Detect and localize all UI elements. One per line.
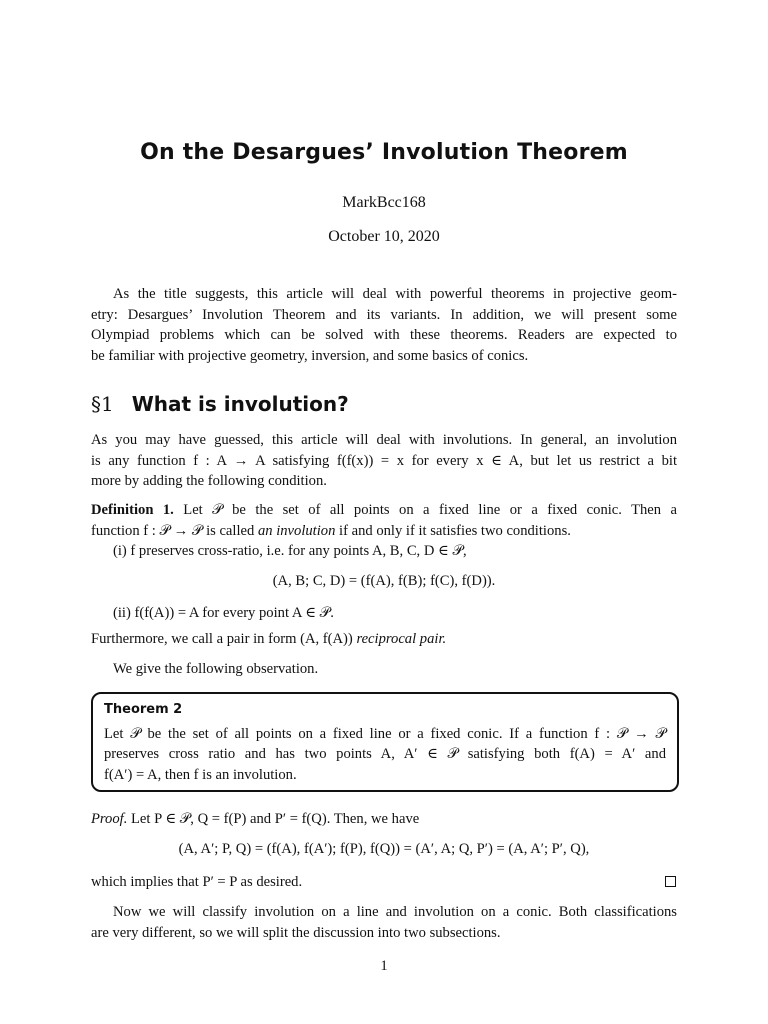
intro-line-3: more by adding the following condition. bbox=[91, 473, 327, 489]
proof-label: Proof. bbox=[91, 811, 128, 827]
paper-date: October 10, 2020 bbox=[328, 228, 440, 245]
definition-item-1: (i) f preserves cross-ratio, i.e. for any points A, B, C, D ∈ 𝒫, bbox=[113, 543, 467, 559]
observation-paragraph bbox=[91, 659, 677, 680]
abstract-line-2: etry: Desargues’ Involution Theorem and its variants. In addition, we will present some bbox=[91, 306, 677, 323]
definition-item-2-block bbox=[91, 603, 677, 624]
intro-line-1: As you may have guessed, this article will deal with involutions. In general, an involution bbox=[91, 432, 677, 448]
theorem-line-3: f(A′) = A, then f is an involution. bbox=[104, 766, 297, 783]
section-number: §1 bbox=[91, 392, 114, 416]
abstract-line-3: Olympiad problems which can be solved with these theorems. Readers are expected to bbox=[91, 327, 677, 343]
section-heading bbox=[91, 392, 349, 416]
theorem-title: Theorem 2 bbox=[104, 702, 183, 717]
closing-paragraph bbox=[91, 902, 677, 943]
closing-line-2: are very different, so we will split the discussion into two subsections. bbox=[91, 924, 501, 941]
proof-equation: (A, A′; P, Q) = (f(A), f(A′); f(P), f(Q)) = (A′, A; Q, P′) = (A, A′; P′, Q), bbox=[178, 841, 590, 857]
furthermore-emphasis: reciprocal pair. bbox=[356, 631, 447, 647]
furthermore-text: Furthermore, we call a pair in form (A, f(A)) bbox=[91, 631, 357, 647]
proof-text-1: Let P ∈ 𝒫, Q = f(P) and P′ = f(Q). Then, we have bbox=[131, 811, 420, 827]
theorem-line-1: Let 𝒫 be the set of all points on a fixed line or a fixed conic. If a function f : 𝒫 → 𝒫 bbox=[104, 725, 666, 742]
closing-line-1: Now we will classify involution on a line and involution on a conic. Both classifications bbox=[113, 904, 677, 920]
observation-text: We give the following observation. bbox=[113, 661, 319, 677]
intro-line-2: is any function f : A → A satisfying f(f(x)) = x for every x ∈ A, but let us restrict a bit bbox=[91, 452, 677, 469]
definition-line-1 bbox=[91, 500, 677, 521]
section-title: What is involution? bbox=[131, 392, 349, 416]
author-name: MarkBcc168 bbox=[342, 194, 426, 211]
definition-text-1: Let 𝒫 be the set of all points on a fixed line or a fixed conic. Then a bbox=[183, 502, 677, 518]
furthermore-paragraph bbox=[91, 629, 677, 650]
definition-item-2: (ii) f(f(A)) = A for every point A ∈ 𝒫. bbox=[113, 605, 334, 621]
proof-text-2: which implies that P′ = P as desired. bbox=[91, 874, 303, 890]
cross-ratio-equation: (A, B; C, D) = (f(A), f(B); f(C), f(D)). bbox=[272, 573, 496, 589]
page-number: 1 bbox=[380, 958, 388, 974]
definition-emphasis: an involution bbox=[257, 522, 336, 539]
abstract-line-1: As the title suggests, this article will deal with powerful theorems in projective geom- bbox=[113, 286, 677, 302]
abstract-paragraph bbox=[91, 284, 677, 366]
theorem-box bbox=[91, 692, 679, 792]
definition-text-2-post: if and only if it satisfies two conditions. bbox=[335, 522, 571, 539]
proof-conclusion bbox=[91, 872, 677, 893]
definition-line-2 bbox=[91, 521, 677, 542]
theorem-line-2: preserves cross ratio and has two points A, A′ ∈ 𝒫 satisfying both f(A) = A′ and bbox=[104, 746, 666, 762]
definition-block bbox=[91, 500, 677, 562]
abstract-line-4: be familiar with projective geometry, inversion, and some basics of conics. bbox=[91, 347, 529, 364]
definition-text-2-pre: function f : 𝒫 → 𝒫 is called bbox=[91, 522, 258, 539]
intro-paragraph bbox=[91, 430, 677, 492]
paper-title: On the Desargues’ Involution Theorem bbox=[140, 140, 628, 165]
definition-label: Definition 1. bbox=[91, 502, 174, 518]
qed-square-icon bbox=[665, 876, 676, 887]
proof-block bbox=[91, 809, 677, 830]
